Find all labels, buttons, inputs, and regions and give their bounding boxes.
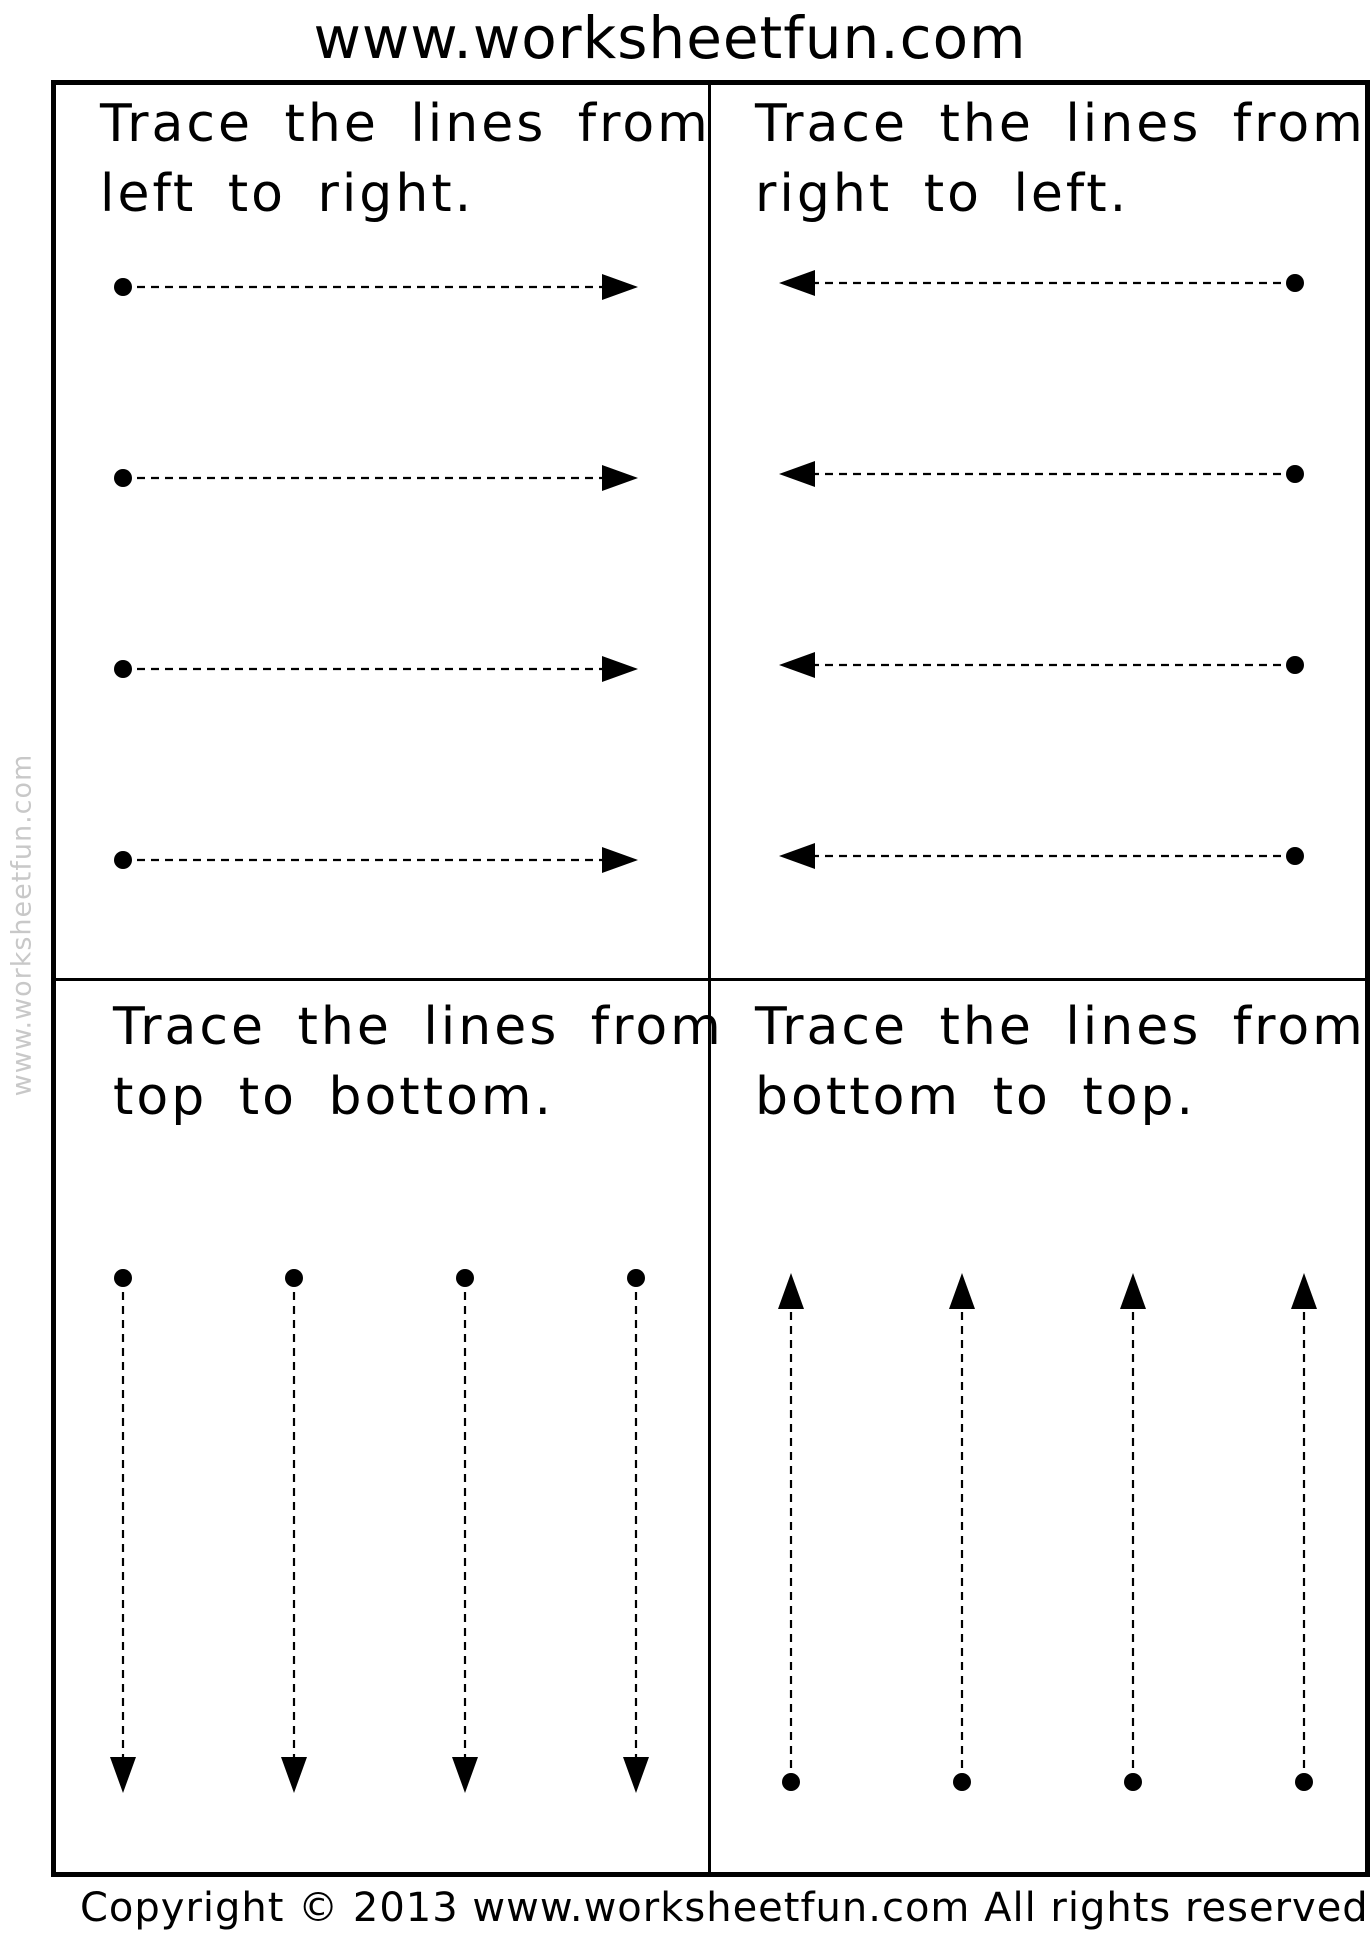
arrowhead-icon	[452, 1757, 478, 1793]
trace-line-down	[281, 1269, 307, 1793]
start-dot	[114, 660, 132, 678]
instruction-line-1: Trace the lines from	[100, 94, 711, 154]
arrowhead-icon	[779, 270, 815, 296]
start-dot	[953, 1773, 971, 1791]
arrowhead-icon	[623, 1757, 649, 1793]
trace-line-up	[1291, 1273, 1317, 1791]
start-dot	[1286, 847, 1304, 865]
instruction-line-2: bottom to top.	[755, 1067, 1197, 1127]
tracing-lines	[56, 85, 1365, 1872]
trace-line-right	[114, 656, 638, 682]
instruction-line-1: Trace the lines from	[755, 94, 1366, 154]
arrowhead-icon	[1120, 1273, 1146, 1309]
copyright-footer: Copyright © 2013 www.worksheetfun.com All rights reserved	[80, 1885, 1369, 1931]
trace-line-right	[114, 465, 638, 491]
trace-line-left	[779, 843, 1304, 869]
site-header: www.worksheetfun.com	[313, 4, 1027, 72]
instruction-line-2: left to right.	[100, 164, 475, 224]
start-dot	[627, 1269, 645, 1287]
start-dot	[456, 1269, 474, 1287]
arrowhead-icon	[949, 1273, 975, 1309]
start-dot	[114, 469, 132, 487]
arrowhead-icon	[602, 656, 638, 682]
start-dot	[1286, 465, 1304, 483]
start-dot	[1286, 274, 1304, 292]
trace-line-down	[452, 1269, 478, 1793]
start-dot	[1124, 1773, 1142, 1791]
start-dot	[1286, 656, 1304, 674]
watermark: www.worksheetfun.com	[6, 753, 38, 1097]
arrowhead-icon	[602, 847, 638, 873]
worksheet-frame	[51, 80, 1370, 1877]
instruction-line-1: Trace the lines from	[755, 997, 1366, 1057]
arrowhead-icon	[779, 461, 815, 487]
start-dot	[782, 1773, 800, 1791]
trace-line-down	[623, 1269, 649, 1793]
arrowhead-icon	[779, 652, 815, 678]
instruction-line-2: top to bottom.	[113, 1067, 555, 1127]
arrowhead-icon	[110, 1757, 136, 1793]
trace-line-left	[779, 270, 1304, 296]
start-dot	[114, 851, 132, 869]
trace-line-up	[778, 1273, 804, 1791]
start-dot	[114, 1269, 132, 1287]
trace-line-left	[779, 652, 1304, 678]
start-dot	[114, 278, 132, 296]
arrowhead-icon	[602, 274, 638, 300]
arrowhead-icon	[778, 1273, 804, 1309]
trace-line-down	[110, 1269, 136, 1793]
instruction-line-2: right to left.	[755, 164, 1130, 224]
trace-line-up	[949, 1273, 975, 1791]
start-dot	[285, 1269, 303, 1287]
instruction-line-1: Trace the lines from	[113, 997, 724, 1057]
trace-line-right	[114, 847, 638, 873]
arrowhead-icon	[602, 465, 638, 491]
trace-line-up	[1120, 1273, 1146, 1791]
arrowhead-icon	[281, 1757, 307, 1793]
start-dot	[1295, 1773, 1313, 1791]
trace-line-left	[779, 461, 1304, 487]
arrowhead-icon	[1291, 1273, 1317, 1309]
arrowhead-icon	[779, 843, 815, 869]
trace-line-right	[114, 274, 638, 300]
